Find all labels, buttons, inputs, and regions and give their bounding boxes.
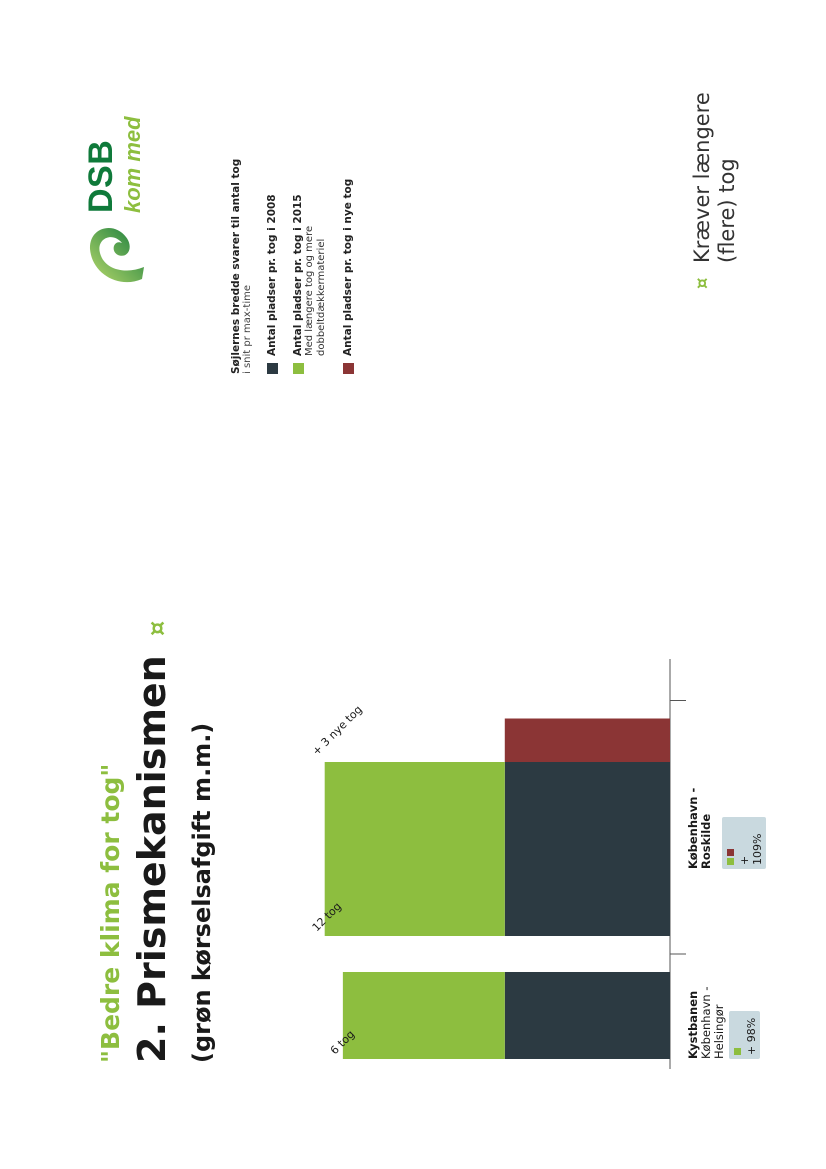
bar-segment — [505, 972, 670, 1059]
tagline: "Bedre klima for tog" — [96, 763, 125, 1063]
dsb-swirl-icon — [84, 219, 154, 289]
pct-value: + 109% — [738, 833, 764, 865]
bar-chart — [270, 649, 690, 1069]
swatch-green-icon — [734, 1048, 741, 1055]
bar-segment — [343, 972, 505, 1059]
bar-segment — [325, 762, 505, 936]
legend-item-2015 — [292, 124, 328, 374]
legend-item-2008 — [266, 124, 278, 374]
bar-label-extra: + 3 nye tog — [309, 702, 365, 759]
logo — [80, 109, 220, 289]
legend-label: Antal pladser pr. tog i 2008 — [266, 194, 278, 356]
legend-label: Antal pladser pr. tog i nye tog — [342, 178, 354, 356]
category-line1: Kystbanen — [686, 990, 700, 1059]
title-marker: ¤ — [143, 620, 171, 637]
swatch-green-icon — [727, 858, 734, 865]
pct-badge — [729, 1011, 760, 1059]
bar-segment-new-trains — [505, 719, 670, 763]
legend — [230, 124, 354, 374]
bar-segment — [505, 762, 670, 936]
legend-swatch — [343, 363, 354, 374]
bullet-point — [690, 69, 740, 289]
bullet-text: Kræver længere (flere) tog — [690, 92, 739, 263]
brand-name: DSB — [82, 139, 120, 213]
brand-slogan: kom med — [120, 116, 145, 213]
pct-badge — [722, 817, 766, 869]
legend-title: Søjlernes bredde svarer til antal tog — [230, 158, 242, 374]
page-subtitle: (grøn kørselsafgift m.m.) — [188, 722, 216, 1063]
bullet-marker: ¤ — [692, 277, 713, 289]
bar-label-trains: 6 tog — [327, 1027, 358, 1058]
category-roskilde — [687, 739, 766, 869]
title-text: 2. Prismekanismen — [130, 655, 174, 1063]
pct-value: + 98% — [745, 1017, 758, 1055]
category-line2: København - Helsingør — [699, 986, 726, 1059]
swatch-red-icon — [727, 849, 734, 856]
legend-note: i snit pr max-time — [242, 284, 253, 374]
legend-label: Antal pladser pr. tog i 2015 — [292, 194, 304, 356]
bar-label-trains: 12 tog — [309, 899, 344, 935]
category-kystbanen — [687, 929, 760, 1059]
page-title — [130, 621, 174, 1063]
legend-item-new — [342, 124, 354, 374]
category-line2: København - Roskilde — [686, 787, 713, 869]
legend-swatch — [293, 363, 304, 374]
legend-swatch — [267, 363, 278, 374]
legend-detail: Med længere tog og mere dobbeltdækkermateriel — [304, 225, 327, 356]
